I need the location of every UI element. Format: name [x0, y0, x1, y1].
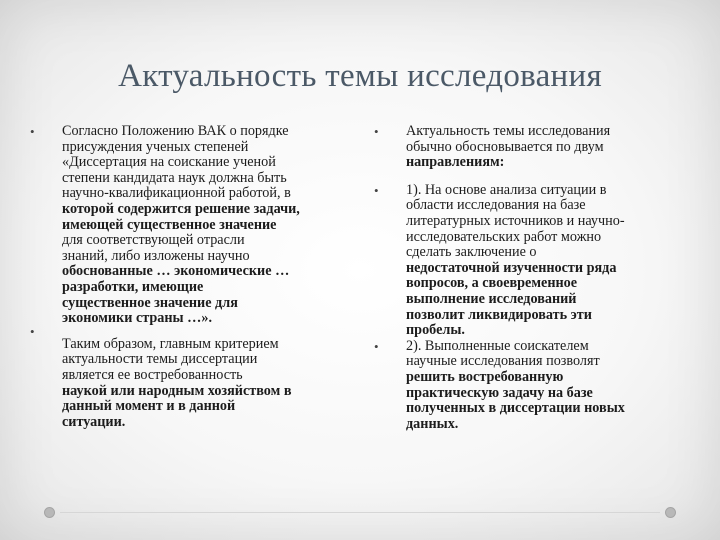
paragraph-text: [406, 339, 676, 433]
left-bullet-item-2: [30, 323, 350, 431]
decorative-line: [60, 512, 360, 513]
text-line: пробелы.: [406, 322, 465, 339]
text-line: Согласно Положению ВАК о порядке: [62, 123, 289, 139]
paragraph-text: [406, 183, 676, 339]
text-line: литературных источников и научно-: [406, 212, 625, 229]
text-line: вопросов, а своевременное: [406, 275, 578, 292]
text-line: актуальности темы диссертации: [62, 351, 258, 368]
text-line: полученных в диссертации новых: [406, 400, 625, 417]
decorative-dot-icon: [665, 507, 676, 518]
text-line: научные исследования позволят: [406, 353, 600, 370]
text-line: решить востребованную: [406, 368, 564, 385]
text-line: для соответствующей отрасли: [62, 232, 245, 249]
bullet-dot-icon: •: [374, 338, 379, 354]
bullet-dot-icon: •: [30, 323, 35, 339]
decorative-dot-icon: [44, 507, 55, 518]
text-line: разработки, имеющие: [62, 278, 204, 295]
slide-title: Актуальность темы исследования: [118, 58, 602, 94]
text-line: области исследования на базе: [406, 197, 586, 214]
text-line: позволит ликвидировать эти: [406, 306, 592, 323]
right-column: [374, 124, 676, 432]
right-bullet-item-3: [374, 339, 676, 433]
text-line: сделать заключение о: [406, 244, 537, 261]
text-line: «Диссертация на соискание ученой: [62, 154, 276, 171]
text-line: которой содержится решение задачи,: [62, 200, 300, 217]
paragraph-text: [62, 337, 350, 431]
text-line: наукой или народным хозяйством в: [62, 382, 292, 399]
text-line: исследовательских работ можно: [406, 228, 602, 245]
text-line: ситуации.: [62, 413, 126, 430]
text-line: недостаточной изученности ряда: [406, 259, 617, 276]
right-bullet-item-1: [374, 124, 676, 171]
left-bullet-item-1: [30, 124, 350, 327]
text-line: научно-квалификационной работой, в: [62, 185, 291, 202]
text-line: знаний, либо изложены научно: [62, 247, 250, 264]
left-column: [30, 124, 350, 430]
bullet-dot-icon: •: [374, 124, 379, 139]
text-line: направлениям:: [406, 154, 505, 171]
text-line: степени кандидата наук должна быть: [62, 169, 287, 186]
text-line: Актуальность темы исследования: [406, 123, 611, 139]
text-line: имеющей существенное значение: [62, 216, 277, 233]
paragraph-text: [406, 124, 676, 171]
text-line: 1). На основе анализа ситуации в: [406, 181, 607, 198]
text-line: практическую задачу на базе: [406, 384, 593, 401]
bullet-dot-icon: •: [374, 182, 379, 198]
text-line: присуждения ученых степеней: [62, 138, 249, 155]
decorative-line: [360, 512, 660, 513]
right-bullet-item-2: [374, 183, 676, 339]
text-line: существенное значение для: [62, 294, 238, 311]
text-line: выполнение исследований: [406, 290, 577, 307]
text-line: данный момент и в данной: [62, 398, 236, 415]
text-line: Таким образом, главным критерием: [62, 335, 279, 352]
bullet-dot-icon: •: [30, 124, 35, 139]
text-line: обоснованные … экономические …: [62, 263, 290, 280]
text-line: 2). Выполненные соискателем: [406, 337, 589, 354]
text-line: экономики страны …».: [62, 310, 212, 327]
text-line: является ее востребованность: [62, 366, 243, 383]
paragraph-text: [62, 124, 350, 327]
text-line: обычно обосновывается по двум: [406, 138, 604, 155]
text-line: данных.: [406, 415, 459, 432]
